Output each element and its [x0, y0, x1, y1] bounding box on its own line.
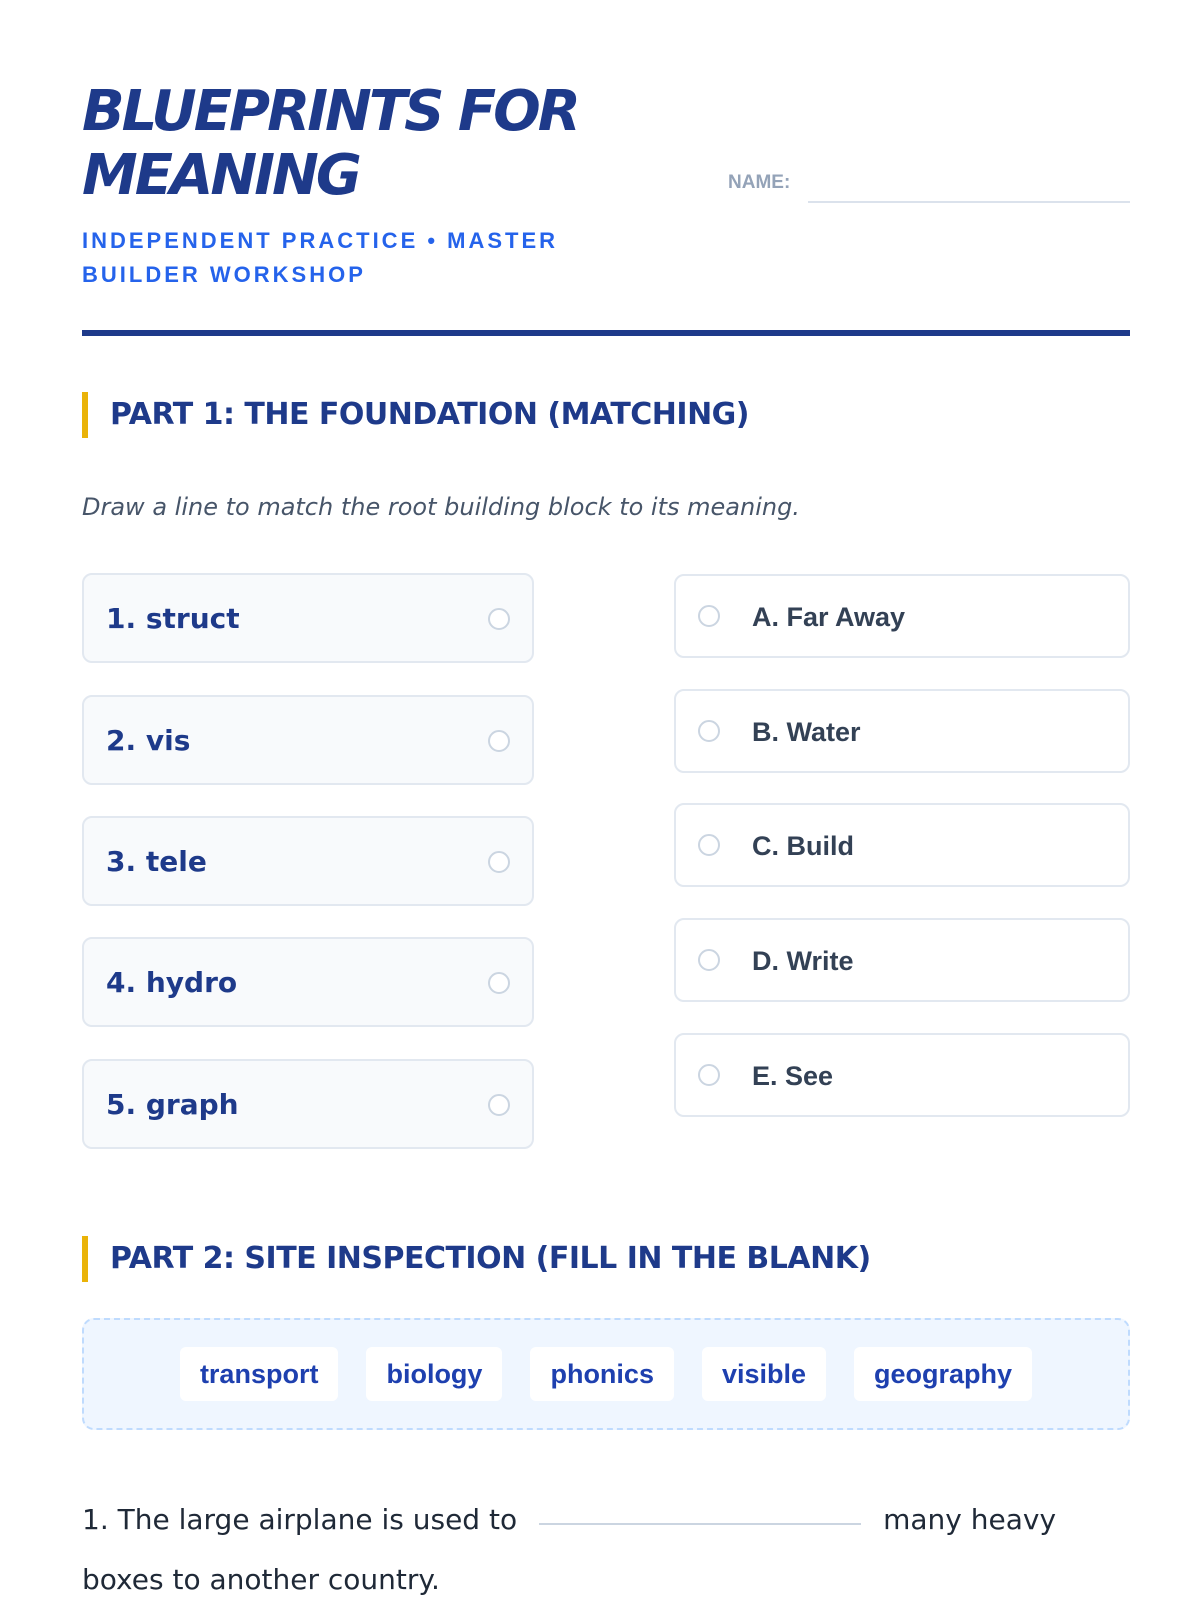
answer-blank[interactable]	[539, 1523, 861, 1525]
match-dot[interactable]	[698, 720, 720, 742]
part2-heading: PART 2: SITE INSPECTION (FILL IN THE BLANK)	[82, 1236, 871, 1282]
word-chip[interactable]: visible	[702, 1347, 826, 1401]
match-dot[interactable]	[698, 1064, 720, 1086]
header-divider	[82, 330, 1130, 336]
meaning-label: A. Far Away	[752, 602, 906, 632]
sentence-text-before: 1. The large airplane is used to	[82, 1503, 518, 1536]
match-dot[interactable]	[488, 972, 510, 994]
word-bank	[82, 1318, 1130, 1430]
worksheet-title: BLUEPRINTS FOR MEANING	[82, 79, 578, 208]
root-label: 4. hydro	[106, 966, 238, 999]
match-dot[interactable]	[698, 605, 720, 627]
word-chip[interactable]: geography	[854, 1347, 1032, 1401]
root-label: 5. graph	[106, 1088, 239, 1121]
part1-instructions: Draw a line to match the root building block to its meaning.	[82, 493, 800, 521]
root-item[interactable]	[82, 1059, 534, 1149]
meaning-item[interactable]	[674, 1033, 1130, 1117]
meaning-label: B. Water	[752, 717, 861, 747]
meaning-label: E. See	[752, 1061, 834, 1091]
meaning-item[interactable]	[674, 689, 1130, 773]
word-chip[interactable]: phonics	[530, 1347, 674, 1401]
word-chip[interactable]: transport	[180, 1347, 339, 1401]
root-item[interactable]	[82, 573, 534, 663]
match-dot[interactable]	[488, 608, 510, 630]
root-item[interactable]	[82, 937, 534, 1027]
fill-in-sentence	[82, 1490, 1130, 1610]
match-dot[interactable]	[488, 730, 510, 752]
part1-heading: PART 1: THE FOUNDATION (MATCHING)	[82, 392, 749, 438]
meaning-item[interactable]	[674, 803, 1130, 887]
meaning-item[interactable]	[674, 574, 1130, 658]
name-field-line[interactable]	[808, 201, 1130, 203]
word-chip[interactable]: biology	[366, 1347, 502, 1401]
root-item[interactable]	[82, 695, 534, 785]
meaning-label: C. Build	[752, 831, 854, 861]
name-label: NAME:	[728, 172, 791, 193]
root-label: 1. struct	[106, 602, 240, 635]
worksheet-subtitle: INDEPENDENT PRACTICE • MASTER BUILDER WORKSHOP	[82, 228, 559, 287]
root-label: 2. vis	[106, 724, 191, 757]
sentence-text-after: many heavy boxes to another country.	[82, 1503, 1057, 1596]
match-dot[interactable]	[698, 834, 720, 856]
match-dot[interactable]	[698, 949, 720, 971]
meaning-label: D. Write	[752, 946, 854, 976]
meaning-item[interactable]	[674, 918, 1130, 1002]
match-dot[interactable]	[488, 1094, 510, 1116]
match-dot[interactable]	[488, 851, 510, 873]
root-label: 3. tele	[106, 845, 207, 878]
root-item[interactable]	[82, 816, 534, 906]
